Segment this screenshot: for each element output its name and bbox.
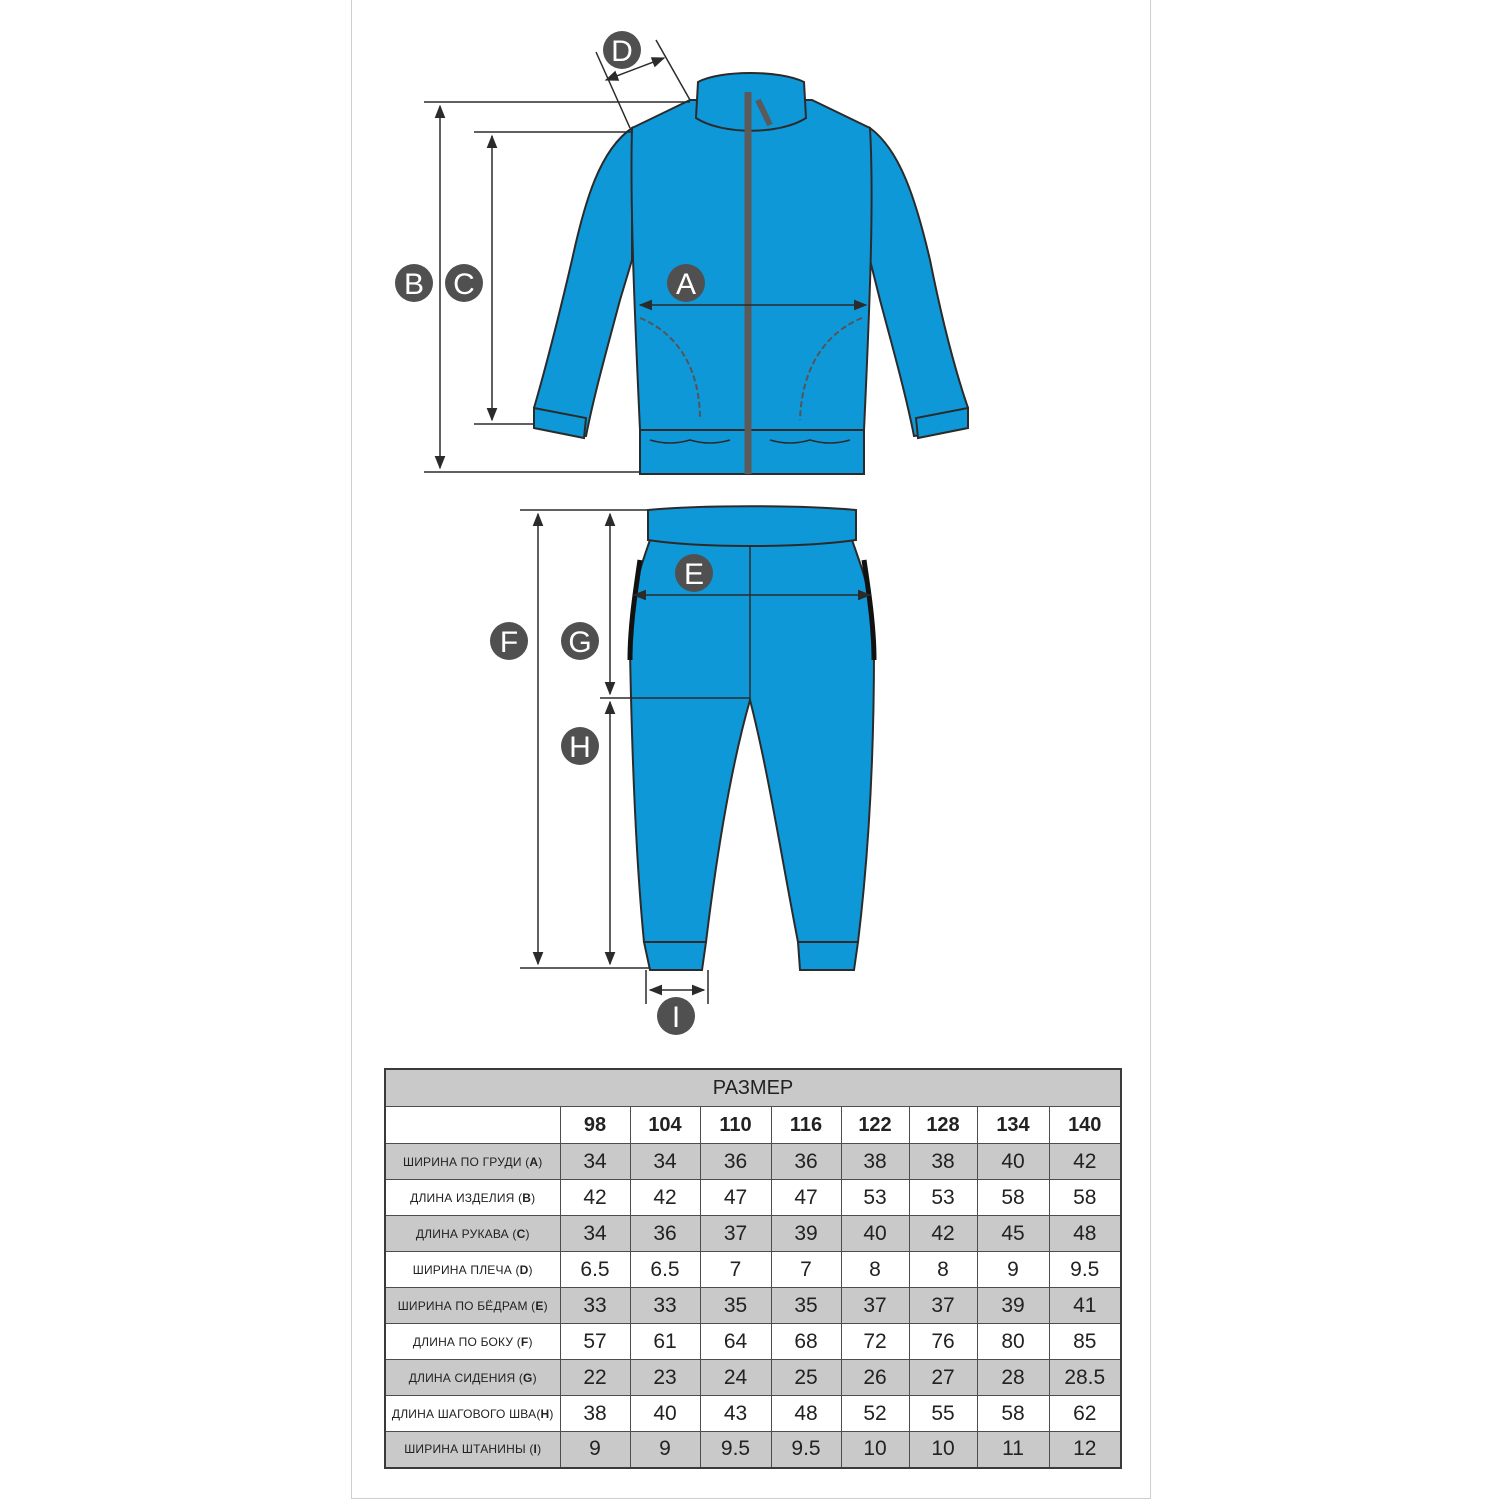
measurement-label xyxy=(385,1396,560,1432)
badge-f xyxy=(490,622,528,660)
label-close: ) xyxy=(543,1298,548,1313)
size-header-cell: 128 xyxy=(909,1107,977,1144)
measurement-value: 45 xyxy=(977,1216,1049,1252)
measurement-value: 7 xyxy=(700,1252,771,1288)
badge-e xyxy=(675,554,713,592)
measurement-value: 36 xyxy=(771,1144,841,1180)
measurement-value: 53 xyxy=(841,1180,909,1216)
badge-h xyxy=(561,727,599,765)
label-code: I xyxy=(533,1442,538,1457)
measurement-value: 42 xyxy=(630,1180,700,1216)
size-header-cell: 140 xyxy=(1049,1107,1121,1144)
measurement-value: 38 xyxy=(560,1396,630,1432)
badge-d xyxy=(603,31,641,69)
svg-text:G: G xyxy=(568,626,592,659)
label-text: ШИРИНА ШТАНИНЫ ( xyxy=(404,1442,534,1457)
measurement-label xyxy=(385,1216,560,1252)
measurement-value: 39 xyxy=(977,1288,1049,1324)
label-close: ) xyxy=(538,1154,543,1169)
svg-text:I: I xyxy=(671,1001,681,1034)
measurement-value: 39 xyxy=(771,1216,841,1252)
measurement-row xyxy=(385,1252,1121,1288)
measurement-value: 42 xyxy=(560,1180,630,1216)
measurement-value: 24 xyxy=(700,1360,771,1396)
measurement-value: 43 xyxy=(700,1396,771,1432)
measurement-value: 22 xyxy=(560,1360,630,1396)
measurement-value: 42 xyxy=(1049,1144,1121,1180)
label-text: ДЛИНА ПО БОКУ ( xyxy=(412,1334,521,1349)
label-text: ШИРИНА ПО БЁДРАМ ( xyxy=(397,1298,536,1313)
label-code: G xyxy=(523,1370,533,1385)
measurement-value: 40 xyxy=(977,1144,1049,1180)
label-close: ) xyxy=(528,1262,533,1277)
table-title: РАЗМЕР xyxy=(385,1069,1121,1107)
measurement-row xyxy=(385,1360,1121,1396)
measurement-row xyxy=(385,1396,1121,1432)
label-code: E xyxy=(535,1298,544,1313)
measurement-value: 68 xyxy=(771,1324,841,1360)
measurement-value: 42 xyxy=(909,1216,977,1252)
size-header-cell: 122 xyxy=(841,1107,909,1144)
label-text: ДЛИНА ИЗДЕЛИЯ ( xyxy=(410,1190,523,1205)
measurement-value: 58 xyxy=(1049,1180,1121,1216)
svg-text:A: A xyxy=(675,268,697,301)
measurement-value: 47 xyxy=(771,1180,841,1216)
measurement-value: 27 xyxy=(909,1360,977,1396)
jacket-body xyxy=(631,100,871,430)
size-header-row xyxy=(385,1107,1121,1144)
measurement-row xyxy=(385,1288,1121,1324)
jacket-right-sleeve xyxy=(870,128,968,436)
measurement-value: 64 xyxy=(700,1324,771,1360)
measurement-value: 8 xyxy=(841,1252,909,1288)
measurement-label xyxy=(385,1360,560,1396)
measurement-value: 34 xyxy=(560,1216,630,1252)
measurement-value: 48 xyxy=(1049,1216,1121,1252)
measurement-value: 9 xyxy=(630,1432,700,1468)
label-text: ШИРИНА ПЛЕЧА ( xyxy=(412,1262,520,1277)
measurement-row xyxy=(385,1324,1121,1360)
measurement-label xyxy=(385,1324,560,1360)
measurement-value: 34 xyxy=(560,1144,630,1180)
measurement-value: 55 xyxy=(909,1396,977,1432)
label-close: ) xyxy=(549,1406,554,1421)
measurement-value: 33 xyxy=(560,1288,630,1324)
measurement-value: 9.5 xyxy=(1049,1252,1121,1288)
label-code: C xyxy=(516,1226,526,1241)
measurement-value: 25 xyxy=(771,1360,841,1396)
svg-text:H: H xyxy=(569,731,591,764)
measurement-label xyxy=(385,1180,560,1216)
measurement-row xyxy=(385,1144,1121,1180)
measurement-value: 72 xyxy=(841,1324,909,1360)
badge-a xyxy=(667,264,705,302)
measurement-value: 35 xyxy=(700,1288,771,1324)
measurement-value: 76 xyxy=(909,1324,977,1360)
measurement-value: 57 xyxy=(560,1324,630,1360)
badge-i xyxy=(657,997,695,1035)
measurement-label xyxy=(385,1144,560,1180)
label-close: ) xyxy=(537,1442,542,1457)
measurement-value: 37 xyxy=(909,1288,977,1324)
measurement-value: 11 xyxy=(977,1432,1049,1468)
measurement-value: 52 xyxy=(841,1396,909,1432)
measurement-value: 38 xyxy=(909,1144,977,1180)
measurement-row xyxy=(385,1216,1121,1252)
measurement-value: 36 xyxy=(700,1144,771,1180)
svg-text:E: E xyxy=(683,558,705,591)
label-close: ) xyxy=(532,1370,537,1385)
label-code: A xyxy=(529,1154,539,1169)
measurement-value: 37 xyxy=(841,1288,909,1324)
measurement-value: 62 xyxy=(1049,1396,1121,1432)
size-header-cell: 110 xyxy=(700,1107,771,1144)
measurement-value: 33 xyxy=(630,1288,700,1324)
measurement-value: 58 xyxy=(977,1396,1049,1432)
badge-b xyxy=(395,264,433,302)
measurement-row xyxy=(385,1180,1121,1216)
measurement-value: 28 xyxy=(977,1360,1049,1396)
measurement-value: 8 xyxy=(909,1252,977,1288)
measurement-value: 80 xyxy=(977,1324,1049,1360)
measurement-value: 9 xyxy=(977,1252,1049,1288)
measurement-value: 9 xyxy=(560,1432,630,1468)
pants-right-cuff xyxy=(798,942,858,970)
measurement-value: 37 xyxy=(700,1216,771,1252)
measurement-value: 35 xyxy=(771,1288,841,1324)
measurement-value: 34 xyxy=(630,1144,700,1180)
pants-left-cuff xyxy=(644,942,706,970)
measurement-value: 85 xyxy=(1049,1324,1121,1360)
measurement-value: 40 xyxy=(630,1396,700,1432)
measurement-value: 6.5 xyxy=(560,1252,630,1288)
measurement-value: 61 xyxy=(630,1324,700,1360)
measurement-value: 12 xyxy=(1049,1432,1121,1468)
size-header-empty xyxy=(385,1107,560,1144)
measurement-value: 58 xyxy=(977,1180,1049,1216)
measurement-value: 48 xyxy=(771,1396,841,1432)
size-chart-table xyxy=(384,1068,1122,1469)
measurement-value: 6.5 xyxy=(630,1252,700,1288)
label-code: D xyxy=(519,1262,529,1277)
size-header-cell: 98 xyxy=(560,1107,630,1144)
label-close: ) xyxy=(531,1190,536,1205)
measurement-value: 38 xyxy=(841,1144,909,1180)
label-text: ДЛИНА ШАГОВОГО ШВА( xyxy=(391,1406,541,1421)
pants-body xyxy=(630,540,874,942)
measurement-value: 53 xyxy=(909,1180,977,1216)
label-code: B xyxy=(522,1190,532,1205)
label-text: ДЛИНА СИДЕНИЯ ( xyxy=(408,1370,524,1385)
label-close: ) xyxy=(528,1334,533,1349)
measurement-label xyxy=(385,1288,560,1324)
badge-c xyxy=(445,264,483,302)
measurement-label xyxy=(385,1252,560,1288)
label-close: ) xyxy=(525,1226,530,1241)
measurement-value: 41 xyxy=(1049,1288,1121,1324)
measurement-value: 9.5 xyxy=(771,1432,841,1468)
measurement-value: 28.5 xyxy=(1049,1360,1121,1396)
svg-text:C: C xyxy=(453,268,475,301)
measurement-label xyxy=(385,1432,560,1468)
measurement-value: 7 xyxy=(771,1252,841,1288)
label-text: ДЛИНА РУКАВА ( xyxy=(415,1226,517,1241)
label-code: F xyxy=(520,1334,529,1349)
measurement-value: 10 xyxy=(841,1432,909,1468)
measurement-value: 10 xyxy=(909,1432,977,1468)
pants-waistband xyxy=(648,506,856,546)
svg-text:B: B xyxy=(403,268,425,301)
jacket-waistband xyxy=(640,430,864,474)
jacket-illustration xyxy=(534,73,968,474)
badge-g xyxy=(561,622,599,660)
svg-text:D: D xyxy=(611,35,633,68)
measurement-value: 9.5 xyxy=(700,1432,771,1468)
size-header-cell: 116 xyxy=(771,1107,841,1144)
measurement-rows xyxy=(385,1144,1121,1468)
measurement-value: 23 xyxy=(630,1360,700,1396)
label-code: H xyxy=(540,1406,550,1421)
jacket-left-sleeve xyxy=(534,128,632,436)
svg-text:F: F xyxy=(499,626,519,659)
label-text: ШИРИНА ПО ГРУДИ ( xyxy=(403,1154,530,1169)
pants-illustration xyxy=(630,506,874,970)
measurement-value: 47 xyxy=(700,1180,771,1216)
measurement-value: 26 xyxy=(841,1360,909,1396)
measurement-value: 40 xyxy=(841,1216,909,1252)
measurement-value: 36 xyxy=(630,1216,700,1252)
measurement-row xyxy=(385,1432,1121,1468)
size-header-cell: 134 xyxy=(977,1107,1049,1144)
size-header-cell: 104 xyxy=(630,1107,700,1144)
